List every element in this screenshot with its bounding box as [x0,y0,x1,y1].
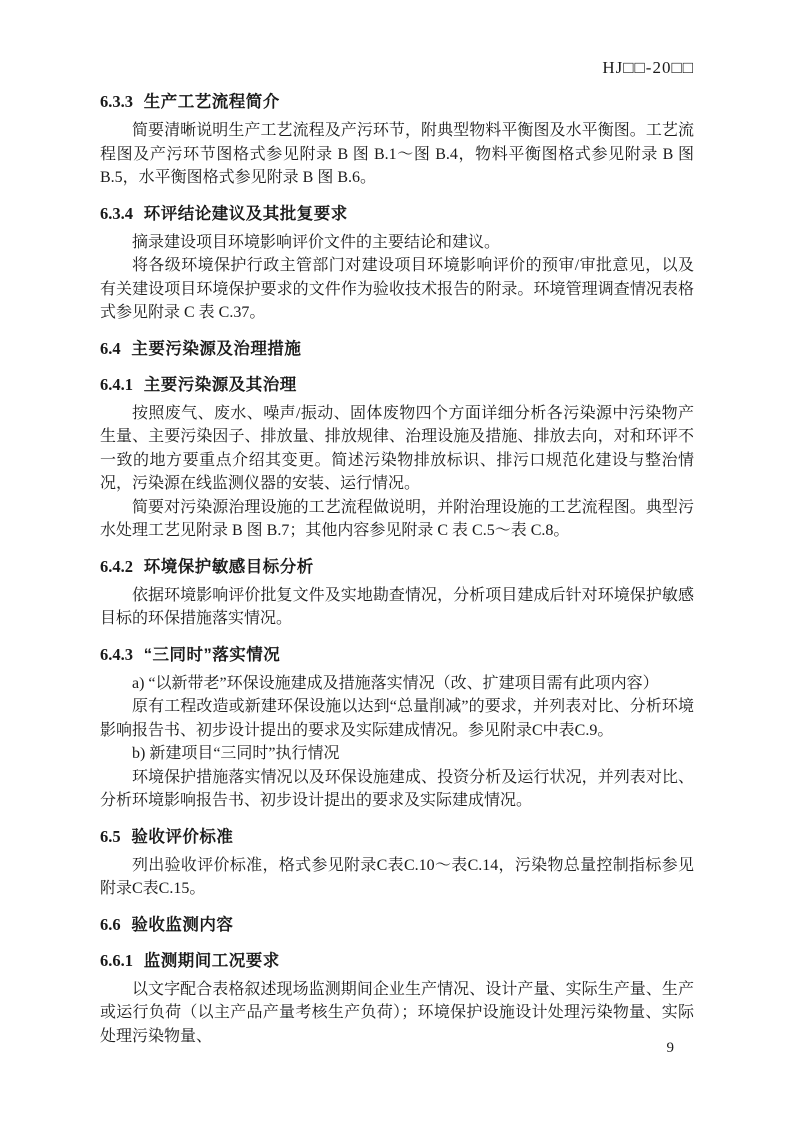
heading-number: 6.4.1 [100,374,133,394]
section-heading-6-6-1 [100,949,694,973]
list-item-b: b) 新建项目“三同时”执行情况 [132,745,340,762]
list-item-a: a) “以新带老”环保设施建成及措施落实情况（改、扩建项目需有此项内容） [132,674,659,692]
heading-number: 6.4.2 [100,556,133,576]
heading-title: 环评结论建议及其批复要求 [143,204,348,223]
section-heading-6-5 [100,825,694,849]
section-heading-6-4-2 [100,555,694,579]
document-code: HJ□□-20□□ [602,58,694,77]
heading-title: 验收评价标准 [131,827,234,846]
heading-number: 6.3.3 [100,92,133,111]
heading-number: 6.6 [100,914,121,934]
section-heading-6-4-1 [100,373,694,397]
heading-title: “三同时”落实情况 [143,645,281,664]
section-heading-6-4-3 [100,643,694,667]
paragraph: 列出验收评价标准，格式参见附录C表C.10～表C.14，污染物总量控制指标参见附录C表C.15。 [100,856,694,897]
paragraph: 将各级环境保护行政主管部门对建设项目环境影响评价的预审/审批意见，以及有关建设项目环境保护要求的文件作为验收技术报告的附录。环境管理调查情况表格式参见附录 C 表 C.37。 [100,257,694,321]
section-heading-6-3-3 [100,90,694,114]
paragraph: 原有工程改造或新建环保设施以达到“总量削减”的要求，并列表对比、分析环境影响报告书、初步设计提出的要求及实际建成情况。参见附录C中表C.9。 [100,698,694,739]
heading-title: 监测期间工况要求 [143,951,280,970]
paragraph: 依据环境影响评价批复文件及实地勘查情况，分析项目建成后针对环境保护敏感目标的环保措施落实情况。 [100,586,694,627]
paragraph: 以文字配合表格叙述现场监测期间企业生产情况、设计产量、实际生产量、生产或运行负荷（以主产品产量考核生产负荷）；环境保护设施设计处理污染物量、实际处理污染物量、 [100,980,694,1045]
heading-number: 6.5 [100,826,121,846]
paragraph: 环境保护措施落实情况以及环保设施建成、投资分析及运行状况，并列表对比、分析环境影响报告书、初步设计提出的要求及实际建成情况。 [100,768,694,809]
section-heading-6-3-4 [100,202,694,226]
heading-number: 6.4.3 [100,644,133,664]
paragraph: 按照废气、废水、噪声/振动、固体废物四个方面详细分析各污染源中污染物产生量、主要污染因子、排放量、排放规律、治理设施及措施、排放去向，对和环评不一致的地方要重点介绍其变更。简述污染物排放标识、排污口规范化建设与整治情况，污染源在线监测仪器的安装、运行情况。 [100,404,694,492]
heading-title: 环境保护敏感目标分析 [143,557,314,576]
heading-number: 6.4 [100,338,121,358]
heading-title: 主要污染源及其治理 [143,375,297,394]
section-heading-6-4 [100,337,694,361]
heading-number: 6.3.4 [100,203,133,223]
heading-title: 生产工艺流程简介 [143,93,280,111]
paragraph: 简要清晰说明生产工艺流程及产污环节，附典型物料平衡图及水平衡图。工艺流程图及产污环节图格式参见附录 B 图 B.1～图 B.4，物料平衡图格式参见附录 B 图 B.5，水平衡图格式参见附录 B 图 B.6。 [100,122,694,186]
paragraph: 摘录建设项目环境影响评价文件的主要结论和建议。 [132,233,501,251]
heading-number: 6.6.1 [100,950,133,970]
paragraph: 简要对污染源治理设施的工艺流程做说明，并附治理设施的工艺流程图。典型污水处理工艺见附录 B 图 B.7；其他内容参见附录 C 表 C.5～表 C.8。 [100,498,694,539]
heading-title: 主要污染源及治理措施 [131,339,302,358]
page-number: 9 [666,1040,674,1056]
heading-title: 验收监测内容 [131,915,234,934]
section-heading-6-6 [100,913,694,937]
